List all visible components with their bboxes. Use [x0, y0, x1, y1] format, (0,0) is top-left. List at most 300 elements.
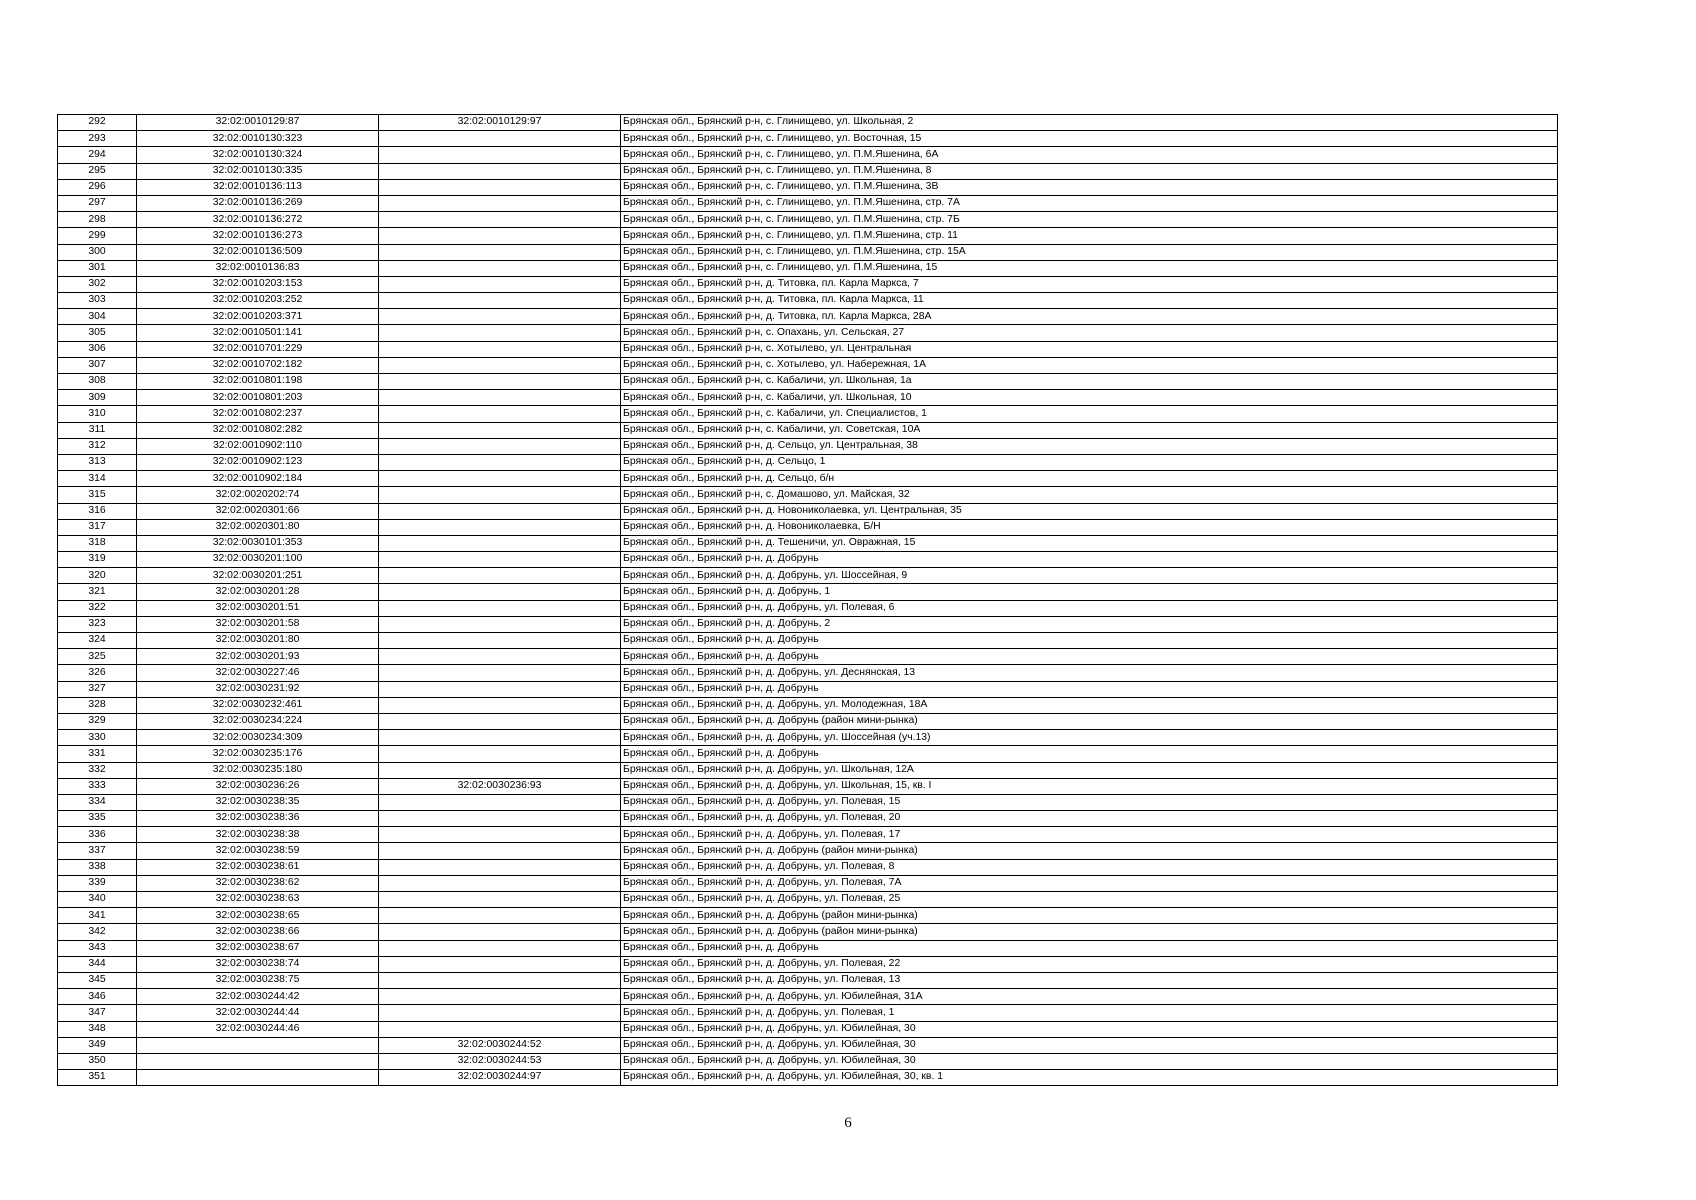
linked-cadastral-number-cell	[379, 195, 621, 211]
row-number-cell: 324	[58, 633, 137, 649]
row-number-cell: 312	[58, 438, 137, 454]
linked-cadastral-number-cell	[379, 892, 621, 908]
cadastral-number-cell: 32:02:0030238:62	[137, 875, 379, 891]
linked-cadastral-number-cell: 32:02:0030244:52	[379, 1037, 621, 1053]
table-row	[58, 535, 1558, 551]
row-number-cell: 311	[58, 422, 137, 438]
row-number-cell: 320	[58, 568, 137, 584]
table-row	[58, 778, 1558, 794]
address-cell: Брянская обл., Брянский р-н, д. Добрунь, ул. Полевая, 25	[621, 892, 1558, 908]
row-number-cell: 294	[58, 147, 137, 163]
row-number-cell: 301	[58, 260, 137, 276]
row-number-cell: 303	[58, 293, 137, 309]
address-cell: Брянская обл., Брянский р-н, д. Добрунь, ул. Полевая, 22	[621, 956, 1558, 972]
linked-cadastral-number-cell	[379, 374, 621, 390]
linked-cadastral-number-cell	[379, 697, 621, 713]
table-row	[58, 859, 1558, 875]
table-row	[58, 552, 1558, 568]
cadastral-number-cell: 32:02:0030234:224	[137, 713, 379, 729]
cadastral-number-cell: 32:02:0020301:80	[137, 519, 379, 535]
table-row	[58, 260, 1558, 276]
address-cell: Брянская обл., Брянский р-н, д. Добрунь, ул. Молодежная, 18А	[621, 697, 1558, 713]
linked-cadastral-number-cell	[379, 746, 621, 762]
registry-table-body	[58, 115, 1558, 1086]
row-number-cell: 331	[58, 746, 137, 762]
table-row	[58, 940, 1558, 956]
row-number-cell: 349	[58, 1037, 137, 1053]
linked-cadastral-number-cell	[379, 276, 621, 292]
row-number-cell: 327	[58, 681, 137, 697]
row-number-cell: 298	[58, 212, 137, 228]
linked-cadastral-number-cell	[379, 552, 621, 568]
linked-cadastral-number-cell	[379, 633, 621, 649]
row-number-cell: 308	[58, 374, 137, 390]
address-cell: Брянская обл., Брянский р-н, д. Добрунь	[621, 746, 1558, 762]
cadastral-number-cell: 32:02:0010203:153	[137, 276, 379, 292]
cadastral-number-cell: 32:02:0010136:113	[137, 179, 379, 195]
table-row	[58, 228, 1558, 244]
address-cell: Брянская обл., Брянский р-н, д. Добрунь, ул. Юбилейная, 30	[621, 1037, 1558, 1053]
address-cell: Брянская обл., Брянский р-н, с. Глинищево, ул. Восточная, 15	[621, 131, 1558, 147]
linked-cadastral-number-cell	[379, 843, 621, 859]
address-cell: Брянская обл., Брянский р-н, д. Добрунь, 2	[621, 616, 1558, 632]
row-number-cell: 341	[58, 908, 137, 924]
row-number-cell: 339	[58, 875, 137, 891]
table-row	[58, 309, 1558, 325]
row-number-cell: 329	[58, 713, 137, 729]
row-number-cell: 314	[58, 471, 137, 487]
address-cell: Брянская обл., Брянский р-н, д. Добрунь, ул. Шоссейная, 9	[621, 568, 1558, 584]
address-cell: Брянская обл., Брянский р-н, с. Хотылево, ул. Набережная, 1А	[621, 357, 1558, 373]
cadastral-number-cell: 32:02:0030238:66	[137, 924, 379, 940]
address-cell: Брянская обл., Брянский р-н, д. Добрунь, ул. Деснянская, 13	[621, 665, 1558, 681]
linked-cadastral-number-cell	[379, 584, 621, 600]
address-cell: Брянская обл., Брянский р-н, д. Добрунь, ул. Полевая, 1	[621, 1005, 1558, 1021]
table-row	[58, 438, 1558, 454]
linked-cadastral-number-cell	[379, 147, 621, 163]
address-cell: Брянская обл., Брянский р-н, д. Добрунь, ул. Шоссейная (уч.13)	[621, 730, 1558, 746]
address-cell: Брянская обл., Брянский р-н, с. Глинищево, ул. П.М.Яшенина, стр. 11	[621, 228, 1558, 244]
cadastral-number-cell: 32:02:0030101:353	[137, 535, 379, 551]
linked-cadastral-number-cell	[379, 535, 621, 551]
linked-cadastral-number-cell	[379, 163, 621, 179]
table-row	[58, 568, 1558, 584]
row-number-cell: 319	[58, 552, 137, 568]
address-cell: Брянская обл., Брянский р-н, с. Кабаличи, ул. Школьная, 10	[621, 390, 1558, 406]
address-cell: Брянская обл., Брянский р-н, д. Сельцо, ул. Центральная, 38	[621, 438, 1558, 454]
row-number-cell: 343	[58, 940, 137, 956]
table-row	[58, 519, 1558, 535]
table-row	[58, 390, 1558, 406]
linked-cadastral-number-cell	[379, 875, 621, 891]
table-row	[58, 503, 1558, 519]
table-row	[58, 406, 1558, 422]
address-cell: Брянская обл., Брянский р-н, д. Титовка, пл. Карла Маркса, 7	[621, 276, 1558, 292]
address-cell: Брянская обл., Брянский р-н, с. Кабаличи, ул. Специалистов, 1	[621, 406, 1558, 422]
row-number-cell: 335	[58, 811, 137, 827]
table-row	[58, 892, 1558, 908]
cadastral-number-cell: 32:02:0010501:141	[137, 325, 379, 341]
row-number-cell: 295	[58, 163, 137, 179]
address-cell: Брянская обл., Брянский р-н, с. Глинищево, ул. П.М.Яшенина, стр. 7А	[621, 195, 1558, 211]
linked-cadastral-number-cell: 32:02:0030236:93	[379, 778, 621, 794]
cadastral-number-cell: 32:02:0010136:269	[137, 195, 379, 211]
cadastral-number-cell: 32:02:0010130:324	[137, 147, 379, 163]
linked-cadastral-number-cell	[379, 390, 621, 406]
address-cell: Брянская обл., Брянский р-н, д. Добрунь (район мини-рынка)	[621, 924, 1558, 940]
row-number-cell: 325	[58, 649, 137, 665]
linked-cadastral-number-cell	[379, 260, 621, 276]
row-number-cell: 344	[58, 956, 137, 972]
row-number-cell: 348	[58, 1021, 137, 1037]
row-number-cell: 297	[58, 195, 137, 211]
cadastral-number-cell: 32:02:0030201:28	[137, 584, 379, 600]
table-row	[58, 293, 1558, 309]
address-cell: Брянская обл., Брянский р-н, с. Кабаличи, ул. Советская, 10А	[621, 422, 1558, 438]
cadastral-number-cell: 32:02:0030238:65	[137, 908, 379, 924]
row-number-cell: 330	[58, 730, 137, 746]
cadastral-number-cell: 32:02:0010801:198	[137, 374, 379, 390]
table-row	[58, 730, 1558, 746]
table-row	[58, 357, 1558, 373]
cadastral-number-cell: 32:02:0010902:184	[137, 471, 379, 487]
address-cell: Брянская обл., Брянский р-н, д. Титовка, пл. Карла Маркса, 28А	[621, 309, 1558, 325]
cadastral-number-cell: 32:02:0010702:182	[137, 357, 379, 373]
row-number-cell: 332	[58, 762, 137, 778]
linked-cadastral-number-cell	[379, 762, 621, 778]
cadastral-number-cell: 32:02:0030235:180	[137, 762, 379, 778]
linked-cadastral-number-cell	[379, 713, 621, 729]
row-number-cell: 326	[58, 665, 137, 681]
address-cell: Брянская обл., Брянский р-н, с. Глинищево, ул. П.М.Яшенина, стр. 15А	[621, 244, 1558, 260]
cadastral-number-cell: 32:02:0030238:67	[137, 940, 379, 956]
cadastral-number-cell: 32:02:0010701:229	[137, 341, 379, 357]
linked-cadastral-number-cell	[379, 454, 621, 470]
row-number-cell: 296	[58, 179, 137, 195]
table-row	[58, 665, 1558, 681]
linked-cadastral-number-cell	[379, 293, 621, 309]
table-row	[58, 697, 1558, 713]
row-number-cell: 299	[58, 228, 137, 244]
cadastral-number-cell: 32:02:0030244:46	[137, 1021, 379, 1037]
cadastral-number-cell: 32:02:0030234:309	[137, 730, 379, 746]
address-cell: Брянская обл., Брянский р-н, д. Сельцо, б/н	[621, 471, 1558, 487]
cadastral-number-cell: 32:02:0030238:38	[137, 827, 379, 843]
linked-cadastral-number-cell	[379, 940, 621, 956]
row-number-cell: 307	[58, 357, 137, 373]
linked-cadastral-number-cell	[379, 212, 621, 228]
row-number-cell: 351	[58, 1070, 137, 1086]
linked-cadastral-number-cell: 32:02:0030244:53	[379, 1053, 621, 1069]
row-number-cell: 293	[58, 131, 137, 147]
address-cell: Брянская обл., Брянский р-н, д. Добрунь	[621, 633, 1558, 649]
address-cell: Брянская обл., Брянский р-н, д. Новониколаевка, Б/Н	[621, 519, 1558, 535]
cadastral-number-cell: 32:02:0010136:272	[137, 212, 379, 228]
row-number-cell: 345	[58, 972, 137, 988]
address-cell: Брянская обл., Брянский р-н, д. Добрунь, ул. Юбилейная, 30	[621, 1021, 1558, 1037]
row-number-cell: 309	[58, 390, 137, 406]
table-row	[58, 422, 1558, 438]
row-number-cell: 333	[58, 778, 137, 794]
cadastral-number-cell: 32:02:0020301:66	[137, 503, 379, 519]
row-number-cell: 318	[58, 535, 137, 551]
table-row	[58, 212, 1558, 228]
cadastral-number-cell: 32:02:0030244:42	[137, 989, 379, 1005]
linked-cadastral-number-cell	[379, 325, 621, 341]
address-cell: Брянская обл., Брянский р-н, д. Тешеничи, ул. Овражная, 15	[621, 535, 1558, 551]
table-row	[58, 811, 1558, 827]
row-number-cell: 302	[58, 276, 137, 292]
linked-cadastral-number-cell	[379, 989, 621, 1005]
table-row	[58, 1037, 1558, 1053]
table-row	[58, 1021, 1558, 1037]
linked-cadastral-number-cell	[379, 179, 621, 195]
row-number-cell: 322	[58, 600, 137, 616]
linked-cadastral-number-cell	[379, 924, 621, 940]
linked-cadastral-number-cell	[379, 487, 621, 503]
cadastral-number-cell: 32:02:0030201:80	[137, 633, 379, 649]
row-number-cell: 337	[58, 843, 137, 859]
row-number-cell: 350	[58, 1053, 137, 1069]
table-row	[58, 195, 1558, 211]
linked-cadastral-number-cell	[379, 503, 621, 519]
linked-cadastral-number-cell	[379, 357, 621, 373]
cadastral-number-cell: 32:02:0010130:323	[137, 131, 379, 147]
linked-cadastral-number-cell	[379, 1005, 621, 1021]
address-cell: Брянская обл., Брянский р-н, д. Добрунь, ул. Полевая, 6	[621, 600, 1558, 616]
linked-cadastral-number-cell	[379, 341, 621, 357]
address-cell: Брянская обл., Брянский р-н, с. Глинищево, ул. П.М.Яшенина, 15	[621, 260, 1558, 276]
address-cell: Брянская обл., Брянский р-н, д. Добрунь, ул. Школьная, 15, кв. I	[621, 778, 1558, 794]
table-row	[58, 147, 1558, 163]
row-number-cell: 338	[58, 859, 137, 875]
cadastral-number-cell: 32:02:0030201:93	[137, 649, 379, 665]
cadastral-number-cell: 32:02:0030201:58	[137, 616, 379, 632]
table-row	[58, 600, 1558, 616]
row-number-cell: 306	[58, 341, 137, 357]
table-row	[58, 341, 1558, 357]
table-row	[58, 115, 1558, 131]
table-row	[58, 276, 1558, 292]
linked-cadastral-number-cell	[379, 811, 621, 827]
row-number-cell: 315	[58, 487, 137, 503]
address-cell: Брянская обл., Брянский р-н, д. Добрунь (район мини-рынка)	[621, 713, 1558, 729]
table-row	[58, 244, 1558, 260]
cadastral-number-cell: 32:02:0030201:100	[137, 552, 379, 568]
cadastral-number-cell: 32:02:0030236:26	[137, 778, 379, 794]
table-row	[58, 633, 1558, 649]
cadastral-number-cell: 32:02:0030201:251	[137, 568, 379, 584]
address-cell: Брянская обл., Брянский р-н, д. Новониколаевка, ул. Центральная, 35	[621, 503, 1558, 519]
cadastral-number-cell: 32:02:0030238:63	[137, 892, 379, 908]
address-cell: Брянская обл., Брянский р-н, д. Добрунь, ул. Полевая, 13	[621, 972, 1558, 988]
linked-cadastral-number-cell	[379, 681, 621, 697]
row-number-cell: 310	[58, 406, 137, 422]
row-number-cell: 300	[58, 244, 137, 260]
cadastral-number-cell: 32:02:0030238:35	[137, 794, 379, 810]
address-cell: Брянская обл., Брянский р-н, с. Глинищево, ул. Школьная, 2	[621, 115, 1558, 131]
linked-cadastral-number-cell	[379, 972, 621, 988]
linked-cadastral-number-cell	[379, 438, 621, 454]
table-row	[58, 762, 1558, 778]
row-number-cell: 328	[58, 697, 137, 713]
linked-cadastral-number-cell	[379, 1021, 621, 1037]
cadastral-number-cell: 32:02:0010801:203	[137, 390, 379, 406]
table-row	[58, 487, 1558, 503]
row-number-cell: 323	[58, 616, 137, 632]
address-cell: Брянская обл., Брянский р-н, д. Добрунь (район мини-рынка)	[621, 843, 1558, 859]
address-cell: Брянская обл., Брянский р-н, д. Добрунь (район мини-рынка)	[621, 908, 1558, 924]
cadastral-number-cell: 32:02:0030201:51	[137, 600, 379, 616]
address-cell: Брянская обл., Брянский р-н, с. Домашово, ул. Майская, 32	[621, 487, 1558, 503]
linked-cadastral-number-cell	[379, 600, 621, 616]
cadastral-number-cell: 32:02:0030244:44	[137, 1005, 379, 1021]
cadastral-number-cell: 32:02:0010802:237	[137, 406, 379, 422]
linked-cadastral-number-cell	[379, 228, 621, 244]
linked-cadastral-number-cell	[379, 794, 621, 810]
address-cell: Брянская обл., Брянский р-н, д. Добрунь, ул. Полевая, 15	[621, 794, 1558, 810]
address-cell: Брянская обл., Брянский р-н, д. Титовка, пл. Карла Маркса, 11	[621, 293, 1558, 309]
cadastral-number-cell	[137, 1037, 379, 1053]
table-row	[58, 681, 1558, 697]
row-number-cell: 334	[58, 794, 137, 810]
address-cell: Брянская обл., Брянский р-н, с. Опахань, ул. Сельская, 27	[621, 325, 1558, 341]
cadastral-number-cell: 32:02:0030232:461	[137, 697, 379, 713]
table-row	[58, 794, 1558, 810]
address-cell: Брянская обл., Брянский р-н, д. Добрунь, ул. Полевая, 8	[621, 859, 1558, 875]
cadastral-number-cell: 32:02:0010802:282	[137, 422, 379, 438]
linked-cadastral-number-cell	[379, 730, 621, 746]
row-number-cell: 316	[58, 503, 137, 519]
table-row	[58, 163, 1558, 179]
table-row	[58, 972, 1558, 988]
table-row	[58, 374, 1558, 390]
cadastral-number-cell: 32:02:0010136:83	[137, 260, 379, 276]
table-row	[58, 713, 1558, 729]
cadastral-number-cell: 32:02:0010130:335	[137, 163, 379, 179]
table-row	[58, 471, 1558, 487]
cadastral-number-cell: 32:02:0010203:252	[137, 293, 379, 309]
address-cell: Брянская обл., Брянский р-н, д. Сельцо, 1	[621, 454, 1558, 470]
table-row	[58, 1053, 1558, 1069]
linked-cadastral-number-cell	[379, 422, 621, 438]
address-cell: Брянская обл., Брянский р-н, д. Добрунь, ул. Полевая, 20	[621, 811, 1558, 827]
address-cell: Брянская обл., Брянский р-н, д. Добрунь	[621, 552, 1558, 568]
linked-cadastral-number-cell	[379, 956, 621, 972]
cadastral-number-cell: 32:02:0030227:46	[137, 665, 379, 681]
row-number-cell: 321	[58, 584, 137, 600]
page-number: 6	[844, 1115, 852, 1131]
cadastral-number-cell	[137, 1070, 379, 1086]
row-number-cell: 342	[58, 924, 137, 940]
table-row	[58, 1070, 1558, 1086]
row-number-cell: 313	[58, 454, 137, 470]
linked-cadastral-number-cell	[379, 859, 621, 875]
table-row	[58, 956, 1558, 972]
table-row	[58, 827, 1558, 843]
row-number-cell: 336	[58, 827, 137, 843]
registry-table	[57, 114, 1558, 1086]
linked-cadastral-number-cell: 32:02:0010129:97	[379, 115, 621, 131]
cadastral-number-cell: 32:02:0030235:176	[137, 746, 379, 762]
linked-cadastral-number-cell	[379, 568, 621, 584]
cadastral-number-cell: 32:02:0010136:273	[137, 228, 379, 244]
row-number-cell: 305	[58, 325, 137, 341]
row-number-cell: 292	[58, 115, 137, 131]
cadastral-number-cell: 32:02:0030238:61	[137, 859, 379, 875]
address-cell: Брянская обл., Брянский р-н, д. Добрунь, ул. Полевая, 7А	[621, 875, 1558, 891]
linked-cadastral-number-cell	[379, 665, 621, 681]
cadastral-number-cell: 32:02:0010136:509	[137, 244, 379, 260]
cadastral-number-cell: 32:02:0010902:123	[137, 454, 379, 470]
linked-cadastral-number-cell	[379, 649, 621, 665]
cadastral-number-cell: 32:02:0030238:59	[137, 843, 379, 859]
linked-cadastral-number-cell	[379, 471, 621, 487]
table-row	[58, 649, 1558, 665]
address-cell: Брянская обл., Брянский р-н, с. Хотылево, ул. Центральная	[621, 341, 1558, 357]
cadastral-number-cell: 32:02:0020202:74	[137, 487, 379, 503]
linked-cadastral-number-cell	[379, 131, 621, 147]
address-cell: Брянская обл., Брянский р-н, с. Глинищево, ул. П.М.Яшенина, 3В	[621, 179, 1558, 195]
linked-cadastral-number-cell	[379, 406, 621, 422]
table-row	[58, 1005, 1558, 1021]
row-number-cell: 304	[58, 309, 137, 325]
table-row	[58, 989, 1558, 1005]
address-cell: Брянская обл., Брянский р-н, д. Добрунь	[621, 649, 1558, 665]
cadastral-number-cell	[137, 1053, 379, 1069]
address-cell: Брянская обл., Брянский р-н, с. Глинищево, ул. П.М.Яшенина, 6А	[621, 147, 1558, 163]
table-row	[58, 746, 1558, 762]
linked-cadastral-number-cell	[379, 616, 621, 632]
cadastral-number-cell: 32:02:0010129:87	[137, 115, 379, 131]
linked-cadastral-number-cell	[379, 908, 621, 924]
address-cell: Брянская обл., Брянский р-н, д. Добрунь, 1	[621, 584, 1558, 600]
address-cell: Брянская обл., Брянский р-н, д. Добрунь, ул. Юбилейная, 30	[621, 1053, 1558, 1069]
cadastral-number-cell: 32:02:0010902:110	[137, 438, 379, 454]
table-row	[58, 616, 1558, 632]
linked-cadastral-number-cell: 32:02:0030244:97	[379, 1070, 621, 1086]
address-cell: Брянская обл., Брянский р-н, д. Добрунь, ул. Юбилейная, 30, кв. 1	[621, 1070, 1558, 1086]
address-cell: Брянская обл., Брянский р-н, д. Добрунь, ул. Юбилейная, 31А	[621, 989, 1558, 1005]
cadastral-number-cell: 32:02:0030238:74	[137, 956, 379, 972]
address-cell: Брянская обл., Брянский р-н, с. Кабаличи, ул. Школьная, 1а	[621, 374, 1558, 390]
table-row	[58, 325, 1558, 341]
linked-cadastral-number-cell	[379, 519, 621, 535]
linked-cadastral-number-cell	[379, 309, 621, 325]
address-cell: Брянская обл., Брянский р-н, д. Добрунь	[621, 940, 1558, 956]
cadastral-number-cell: 32:02:0030238:75	[137, 972, 379, 988]
cadastral-number-cell: 32:02:0030231:92	[137, 681, 379, 697]
linked-cadastral-number-cell	[379, 244, 621, 260]
table-row	[58, 454, 1558, 470]
cadastral-number-cell: 32:02:0030238:36	[137, 811, 379, 827]
row-number-cell: 340	[58, 892, 137, 908]
address-cell: Брянская обл., Брянский р-н, с. Глинищево, ул. П.М.Яшенина, 8	[621, 163, 1558, 179]
row-number-cell: 346	[58, 989, 137, 1005]
table-row	[58, 908, 1558, 924]
table-row	[58, 584, 1558, 600]
linked-cadastral-number-cell	[379, 827, 621, 843]
table-row	[58, 875, 1558, 891]
address-cell: Брянская обл., Брянский р-н, д. Добрунь, ул. Полевая, 17	[621, 827, 1558, 843]
cadastral-number-cell: 32:02:0010203:371	[137, 309, 379, 325]
address-cell: Брянская обл., Брянский р-н, д. Добрунь, ул. Школьная, 12А	[621, 762, 1558, 778]
table-row	[58, 131, 1558, 147]
row-number-cell: 347	[58, 1005, 137, 1021]
table-row	[58, 924, 1558, 940]
address-cell: Брянская обл., Брянский р-н, д. Добрунь	[621, 681, 1558, 697]
table-row	[58, 843, 1558, 859]
